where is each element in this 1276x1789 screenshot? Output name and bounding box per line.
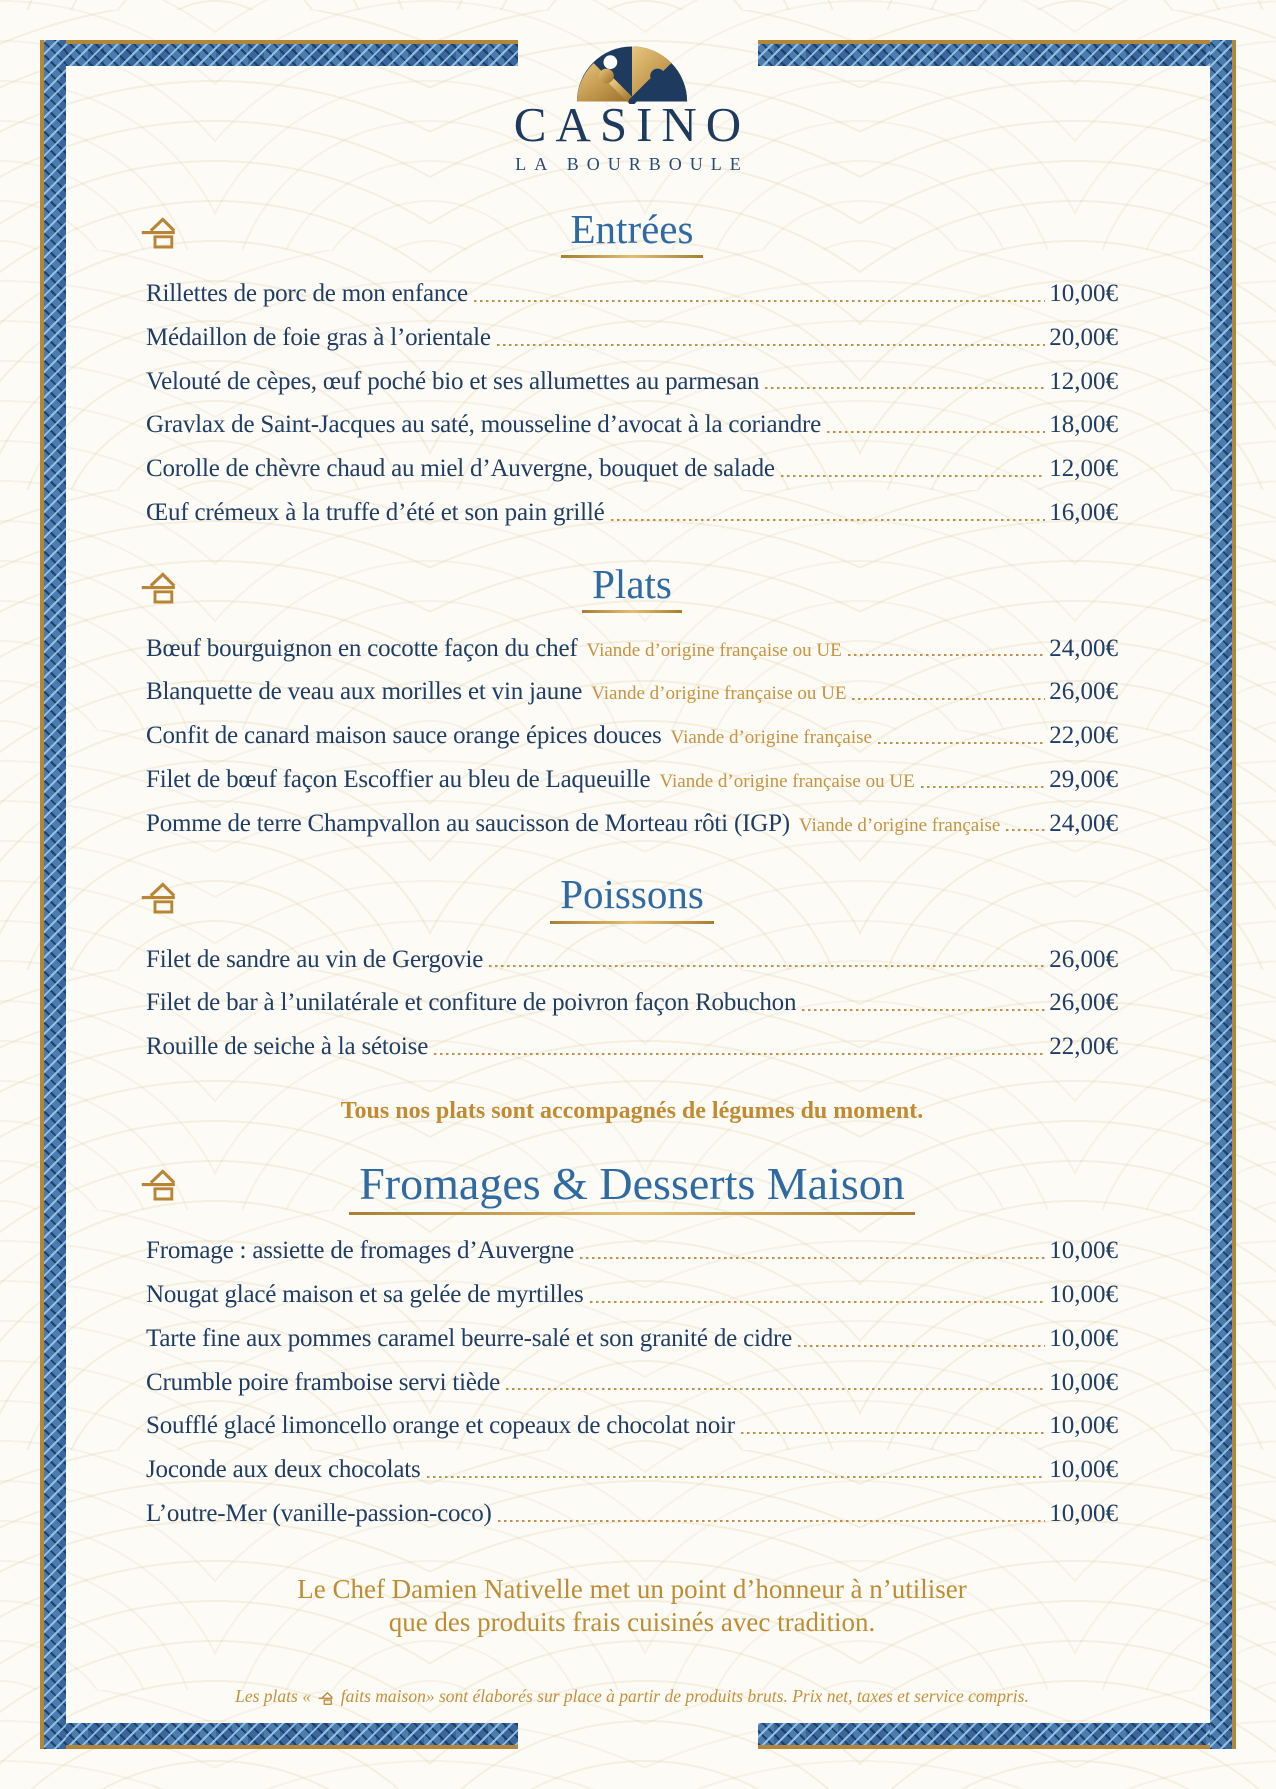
dotted-leader xyxy=(498,1520,1046,1522)
menu-section xyxy=(146,1159,1118,1529)
casino-logo xyxy=(146,42,1118,173)
menu-section xyxy=(146,207,1118,528)
border-bottom-left-segment xyxy=(40,1723,518,1749)
menu-item xyxy=(146,989,1118,1018)
item-price: 18,00€ xyxy=(1049,411,1118,439)
section-heading-row xyxy=(146,562,1118,613)
item-name: Filet de bœuf façon Escoffier au bleu de Laqueuille xyxy=(146,765,651,793)
menu-item xyxy=(146,678,1118,707)
section-items xyxy=(146,1237,1118,1528)
menu-item xyxy=(146,280,1118,309)
dotted-leader xyxy=(590,1301,1046,1303)
fait-maison-icon xyxy=(140,570,176,609)
menu-item xyxy=(146,411,1118,440)
dotted-leader xyxy=(497,344,1046,346)
dotted-leader xyxy=(798,1345,1045,1347)
item-name: Pomme de terre Champvallon au saucisson de Morteau rôti (IGP) xyxy=(146,809,790,837)
menu-item xyxy=(146,1412,1118,1441)
item-price: 22,00€ xyxy=(1049,1033,1118,1061)
chef-statement-line2: que des produits frais cuisinés avec tradition. xyxy=(388,1607,876,1638)
menu-item xyxy=(146,1500,1118,1529)
item-name: Blanquette de veau aux morilles et vin jaune xyxy=(146,678,583,706)
legal-note-before: Les plats « xyxy=(235,1686,311,1707)
item-price: 10,00€ xyxy=(1049,1412,1118,1440)
item-name: Nougat glacé maison et sa gelée de myrtilles xyxy=(146,1281,584,1309)
section-title: Plats xyxy=(582,562,682,613)
item-name: Bœuf bourguignon en cocotte façon du chef xyxy=(146,634,578,662)
fait-maison-icon xyxy=(140,215,176,254)
menu-item xyxy=(146,324,1118,353)
dotted-leader xyxy=(474,300,1045,302)
menu-section xyxy=(146,872,1118,1124)
item-name: Œuf crémeux à la truffe d’été et son pain grillé xyxy=(146,498,605,526)
dotted-leader xyxy=(878,742,1045,744)
section-heading-row xyxy=(146,872,1118,923)
section-items xyxy=(146,946,1118,1062)
dotted-leader xyxy=(506,1388,1045,1390)
item-price: 24,00€ xyxy=(1049,634,1118,662)
dotted-leader xyxy=(781,475,1045,477)
item-name: Soufflé glacé limoncello orange et copeaux de chocolat noir xyxy=(146,1412,735,1440)
menu-item xyxy=(146,1325,1118,1354)
section-footnote: Tous nos plats sont accompagnés de légumes du moment. xyxy=(340,1097,924,1124)
menu-item xyxy=(146,1033,1118,1062)
item-name: Rillettes de porc de mon enfance xyxy=(146,280,468,308)
item-name: Filet de sandre au vin de Gergovie xyxy=(146,945,484,973)
item-name: Corolle de chèvre chaud au miel d’Auvergne, bouquet de salade xyxy=(146,455,775,483)
section-heading-row xyxy=(146,207,1118,258)
item-price: 10,00€ xyxy=(1049,1324,1118,1352)
legal-note-after: faits maison» sont élaborés sur place à partir de produits bruts. Prix net, taxes et service compris. xyxy=(340,1686,1029,1707)
dotted-leader xyxy=(827,431,1045,433)
menu-item xyxy=(146,946,1118,975)
item-price: 20,00€ xyxy=(1049,323,1118,351)
menu-item xyxy=(146,722,1118,751)
dotted-leader xyxy=(1006,829,1045,831)
border-bottom-right-segment xyxy=(758,1723,1236,1749)
dotted-leader xyxy=(765,387,1045,389)
menu-item xyxy=(146,1237,1118,1266)
fait-maison-icon xyxy=(140,880,176,919)
item-price: 22,00€ xyxy=(1049,722,1118,750)
item-price: 10,00€ xyxy=(1049,1368,1118,1396)
dotted-leader xyxy=(489,965,1045,967)
chef-statement xyxy=(146,1573,1118,1641)
item-name: Médaillon de foie gras à l’orientale xyxy=(146,323,491,351)
item-name: Joconde aux deux chocolats xyxy=(146,1456,421,1484)
fait-maison-icon xyxy=(311,1686,341,1706)
dotted-leader xyxy=(611,519,1046,521)
legal-note xyxy=(146,1686,1118,1707)
item-name: L’outre-Mer (vanille-passion-coco) xyxy=(146,1499,492,1527)
item-price: 26,00€ xyxy=(1049,678,1118,706)
dotted-leader xyxy=(848,654,1045,656)
item-origin-note: Viande d’origine française xyxy=(798,814,1001,836)
menu-item xyxy=(146,1369,1118,1398)
item-price: 12,00€ xyxy=(1049,455,1118,483)
item-price: 12,00€ xyxy=(1049,367,1118,395)
section-items xyxy=(146,280,1118,528)
item-price: 24,00€ xyxy=(1049,809,1118,837)
item-price: 29,00€ xyxy=(1049,765,1118,793)
section-title: Poissons xyxy=(550,872,714,923)
dotted-leader xyxy=(852,698,1045,700)
menu-item xyxy=(146,368,1118,397)
section-title: Entrées xyxy=(561,207,704,258)
item-name: Crumble poire framboise servi tiède xyxy=(146,1368,500,1396)
dotted-leader xyxy=(580,1257,1045,1259)
item-name: Gravlax de Saint-Jacques au saté, mousseline d’avocat à la coriandre xyxy=(146,411,822,439)
dotted-leader xyxy=(427,1476,1046,1478)
item-name: Confit de canard maison sauce orange épices douces xyxy=(146,722,662,750)
logo-brand-text: CASINO xyxy=(513,97,751,152)
menu-item xyxy=(146,766,1118,795)
item-origin-note: Viande d’origine française ou UE xyxy=(591,683,847,705)
menu-item xyxy=(146,1456,1118,1485)
dotted-leader xyxy=(434,1053,1045,1055)
item-origin-note: Viande d’origine française xyxy=(670,727,872,749)
item-origin-note: Viande d’origine française ou UE xyxy=(659,770,915,792)
item-price: 10,00€ xyxy=(1049,280,1118,308)
menu-item xyxy=(146,810,1118,839)
item-name: Velouté de cèpes, œuf poché bio et ses allumettes au parmesan xyxy=(146,367,760,395)
item-price: 26,00€ xyxy=(1049,989,1118,1017)
menu-sections xyxy=(146,207,1118,1529)
menu-item xyxy=(146,499,1118,528)
dotted-leader xyxy=(741,1432,1045,1434)
roulette-dome-icon xyxy=(573,42,691,104)
item-price: 10,00€ xyxy=(1049,1456,1118,1484)
menu-section xyxy=(146,562,1118,839)
dotted-leader xyxy=(802,1009,1045,1011)
menu-item xyxy=(146,455,1118,484)
logo-city-text: LA BOURBOULE xyxy=(515,154,749,174)
item-name: Filet de bar à l’unilatérale et confiture de poivron façon Robuchon xyxy=(146,989,797,1017)
menu-item xyxy=(146,635,1118,664)
dotted-leader xyxy=(921,786,1046,788)
item-price: 10,00€ xyxy=(1049,1281,1118,1309)
chef-statement-line1: Le Chef Damien Nativelle met un point d’honneur à n’utiliser xyxy=(297,1573,967,1604)
item-price: 10,00€ xyxy=(1049,1499,1118,1527)
item-price: 26,00€ xyxy=(1049,945,1118,973)
item-price: 10,00€ xyxy=(1049,1237,1118,1265)
section-title: Fromages & Desserts Maison xyxy=(349,1159,915,1216)
item-name: Rouille de seiche à la sétoise xyxy=(146,1033,429,1061)
section-heading-row xyxy=(146,1159,1118,1216)
item-origin-note: Viande d’origine française ou UE xyxy=(586,639,842,661)
menu-item xyxy=(146,1281,1118,1310)
item-price: 16,00€ xyxy=(1049,498,1118,526)
fait-maison-icon xyxy=(140,1167,176,1206)
section-items xyxy=(146,635,1118,839)
item-name: Tarte fine aux pommes caramel beurre-salé et son granité de cidre xyxy=(146,1324,793,1352)
item-name: Fromage : assiette de fromages d’Auvergne xyxy=(146,1237,575,1265)
